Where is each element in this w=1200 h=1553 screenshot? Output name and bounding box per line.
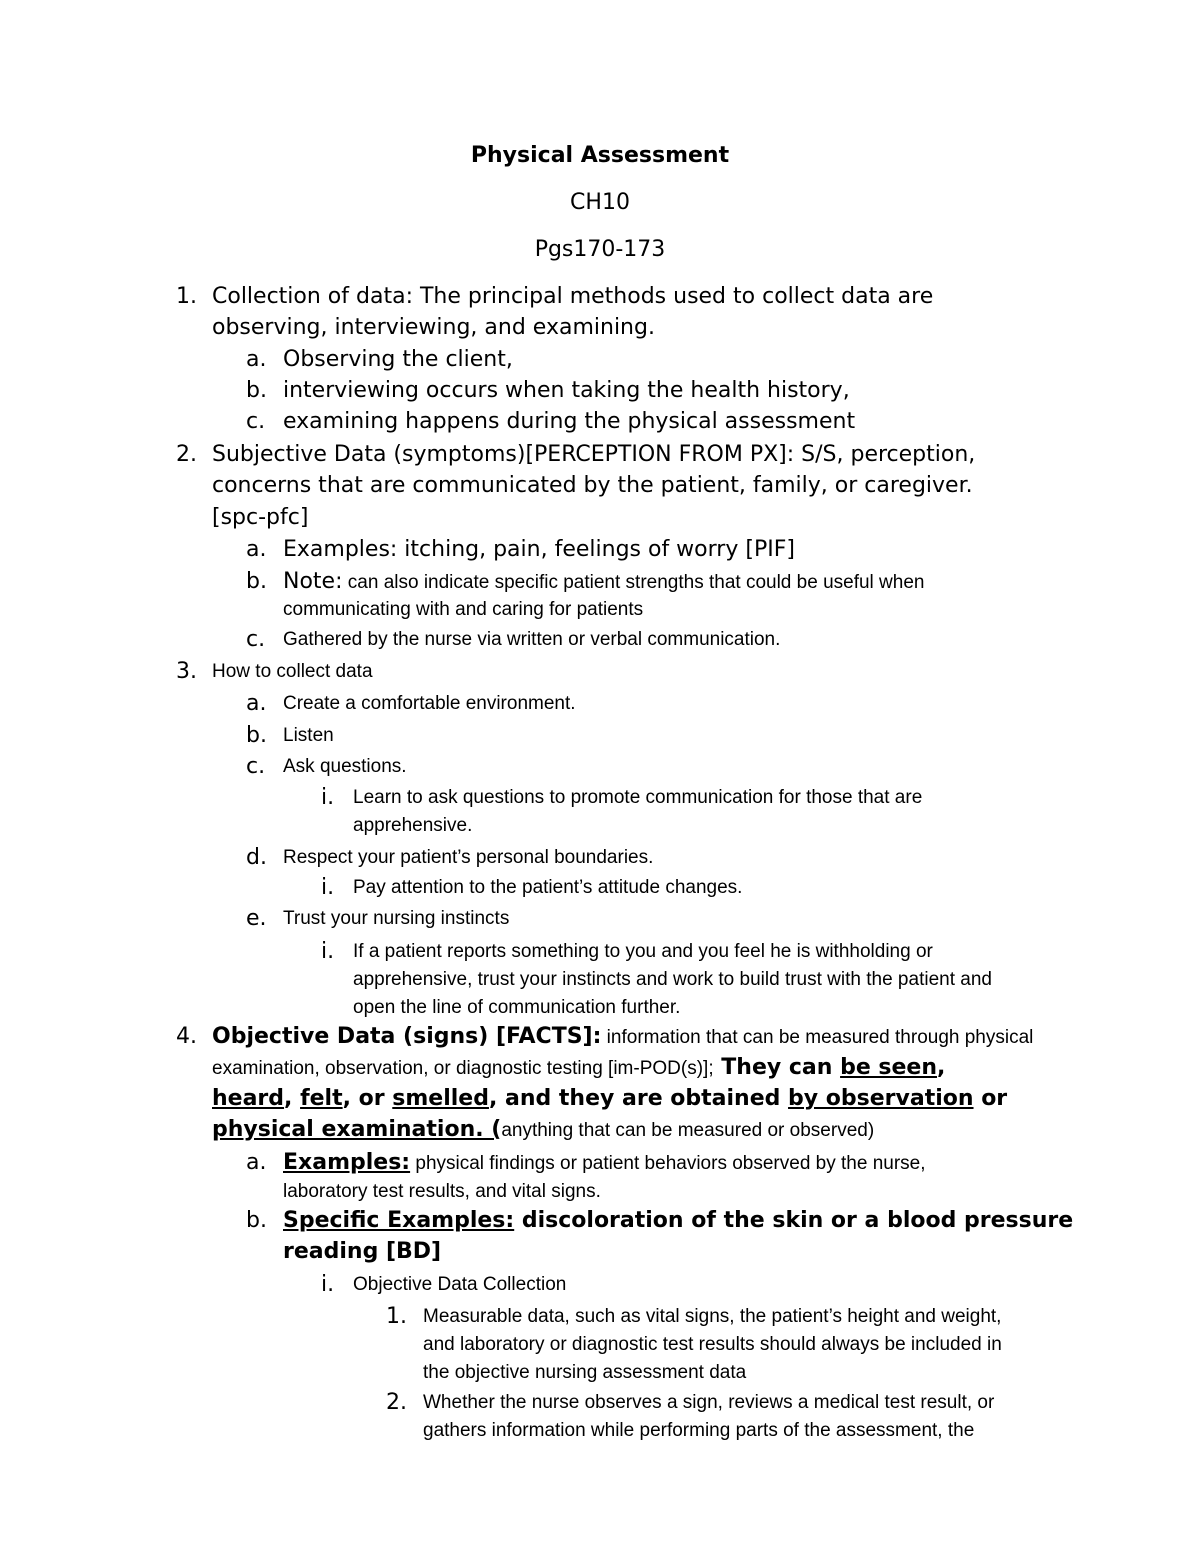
page-range: Pgs170-173 xyxy=(534,237,666,262)
list-marker: 1. xyxy=(176,284,197,309)
list-item-text: Examples: itching, pain, feelings of worry [PIF] xyxy=(283,537,795,562)
list-item-text: Specific Examples: discoloration of the skin or a blood pressure xyxy=(283,1208,1074,1233)
list-item-text: If a patient reports something to you and you feel he is withholding or xyxy=(353,941,933,962)
list-marker: b. xyxy=(246,378,267,403)
list-item-text: physical examination. (anything that can be measured or observed) xyxy=(212,1117,875,1142)
list-marker: b. xyxy=(246,1208,267,1233)
list-item-text: apprehensive. xyxy=(353,815,473,836)
list-item-text: open the line of communication further. xyxy=(353,997,681,1018)
list-item-text: examining happens during the physical assessment xyxy=(283,409,856,434)
list-item-text: Measurable data, such as vital signs, the patient’s height and weight, xyxy=(423,1306,1002,1327)
list-marker: b. xyxy=(246,723,267,748)
list-item-text: Collection of data: The principal methods used to collect data are xyxy=(212,284,934,309)
document-title: Physical Assessment xyxy=(470,143,730,168)
list-marker: b. xyxy=(246,569,267,594)
chapter-label: CH10 xyxy=(570,190,630,215)
list-marker: c. xyxy=(246,754,266,779)
list-item-text: Subjective Data (symptoms)[PERCEPTION FROM PX]: S/S, perception, xyxy=(212,442,976,467)
list-item-text: How to collect data xyxy=(212,661,373,682)
list-marker: 2. xyxy=(386,1390,407,1415)
list-item-text: Pay attention to the patient’s attitude changes. xyxy=(353,877,743,898)
list-item-text: Objective Data (signs) [FACTS]: information that can be measured through physical xyxy=(212,1024,1034,1049)
list-marker: a. xyxy=(246,1150,267,1175)
list-item-text: Trust your nursing instincts xyxy=(283,908,510,929)
list-marker: i. xyxy=(321,875,335,900)
list-marker: 3. xyxy=(176,659,197,684)
list-item-text: interviewing occurs when taking the health history, xyxy=(283,378,850,403)
list-item-text: communicating with and caring for patients xyxy=(283,599,644,620)
list-item-text: Note: can also indicate specific patient strengths that could be useful when xyxy=(283,569,925,594)
list-marker: 1. xyxy=(386,1304,407,1329)
list-marker: c. xyxy=(246,627,266,652)
list-item-text: heard, felt, or smelled, and they are obtained by observation or xyxy=(212,1086,1008,1111)
list-item-text: laboratory test results, and vital signs. xyxy=(283,1181,601,1202)
list-item-text: examination, observation, or diagnostic testing [im-POD(s)]; They can be seen, xyxy=(212,1055,946,1080)
list-item-text: and laboratory or diagnostic test results should always be included in xyxy=(423,1334,1002,1355)
list-item-text: Create a comfortable environment. xyxy=(283,693,576,714)
list-item-text: concerns that are communicated by the patient, family, or caregiver. xyxy=(212,473,973,498)
list-marker: e. xyxy=(246,906,267,931)
list-marker: 4. xyxy=(176,1024,197,1049)
list-marker: a. xyxy=(246,347,267,372)
list-item-text: Learn to ask questions to promote communication for those that are xyxy=(353,787,923,808)
list-marker: a. xyxy=(246,537,267,562)
list-item-text: Objective Data Collection xyxy=(353,1274,567,1295)
list-item-text: gathers information while performing parts of the assessment, the xyxy=(423,1420,975,1441)
list-marker: c. xyxy=(246,409,266,434)
list-item-text: Whether the nurse observes a sign, reviews a medical test result, or xyxy=(423,1392,995,1413)
list-item-text: the objective nursing assessment data xyxy=(423,1362,747,1383)
list-marker: i. xyxy=(321,1272,335,1297)
list-item-text: Gathered by the nurse via written or verbal communication. xyxy=(283,629,781,650)
list-item-text: Respect your patient’s personal boundaries. xyxy=(283,847,654,868)
list-marker: 2. xyxy=(176,442,197,467)
list-item-text: Ask questions. xyxy=(283,756,407,777)
list-item-text: [spc-pfc] xyxy=(212,505,309,530)
list-item-text: Listen xyxy=(283,725,334,746)
list-item-text: Examples: physical findings or patient behaviors observed by the nurse, xyxy=(283,1150,926,1175)
list-item-text: observing, interviewing, and examining. xyxy=(212,315,655,340)
list-item-text: apprehensive, trust your instincts and work to build trust with the patient and xyxy=(353,969,992,990)
list-item-text: Observing the client, xyxy=(283,347,513,372)
list-item-text: reading [BD] xyxy=(283,1239,442,1264)
list-marker: a. xyxy=(246,691,267,716)
list-marker: i. xyxy=(321,939,335,964)
list-marker: i. xyxy=(321,785,335,810)
list-marker: d. xyxy=(246,845,267,870)
